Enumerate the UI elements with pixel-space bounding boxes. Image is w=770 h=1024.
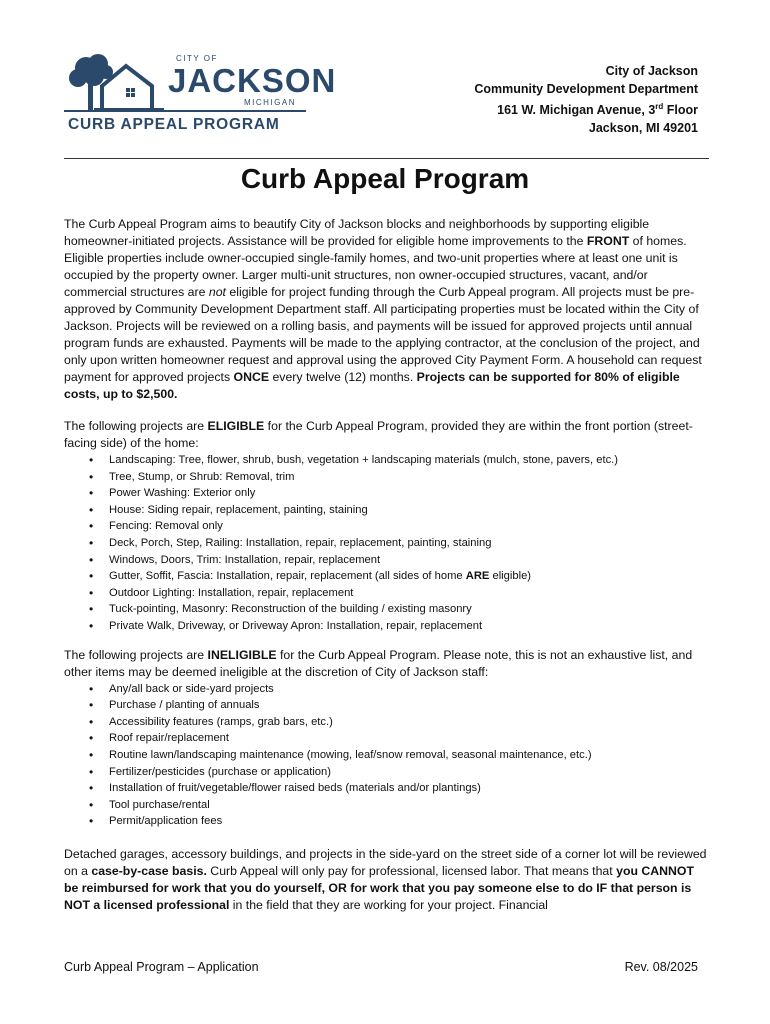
list-item: • Outdoor Lighting: Installation, repair, replacement — [109, 585, 709, 602]
logo-program-name: CURB APPEAL PROGRAM — [68, 116, 280, 133]
address-line-2: Community Development Department — [474, 82, 698, 96]
list-item: • Deck, Porch, Step, Railing: Installation, repair, replacement, painting, staining — [109, 535, 709, 552]
list-item: • Gutter, Soffit, Fascia: Installation, repair, replacement (all sides of home ARE eligible) — [109, 568, 709, 585]
list-item: • Tuck-pointing, Masonry: Reconstruction of the building / existing masonry — [109, 601, 709, 618]
logo-city-of: CITY OF — [176, 54, 218, 63]
list-item: • Fertilizer/pesticides (purchase or application) — [109, 764, 709, 781]
list-item: • Power Washing: Exterior only — [109, 485, 709, 502]
intro-paragraph: The Curb Appeal Program aims to beautify City of Jackson blocks and neighborhoods by supporting eligible homeowner-initiated projects. Assistance will be provided for eligible home improvements to the FRONT of homes. Eligible properties include owner-occupied single-family homes, and two-unit properties where at least one unit is occupied by the property owner. Larger multi-unit structures, non owner-occupied structures, vacant, and/or commercial structures are not eligible for project funding through the Curb Appeal program. All projects must be pre-approved by Community Development Department staff. All participating properties must be located within the City of Jackson. Projects will be reviewed on a rolling basis, and payments will be issued for approved projects until annual program funds are exhausted. Payments will be made to the applying contractor, at the conclusion of the project, and only upon written homeowner request and approval using the approved City Payment Form. A household can request payment for approved projects ONCE every twelve (12) months. Projects can be supported for 80% of eligible costs, up to $2,500. — [64, 217, 702, 401]
city-logo — [64, 52, 337, 142]
list-item: • Landscaping: Tree, flower, shrub, bush, vegetation + landscaping materials (mulch, stone, pavers, etc.) — [109, 452, 709, 469]
list-item: • Fencing: Removal only — [109, 518, 709, 535]
closing-paragraph: Detached garages, accessory buildings, and projects in the side-yard on the street side of a corner lot will be reviewed on a case-by-case basis. Curb Appeal will only pay for professional, licensed labor. That means that you CANNOT be reimbursed for work that you do yourself, OR for work that you pay someone else to do IF that person is NOT a licensed professional in the field that they are working for your project. Financial — [64, 846, 707, 912]
logo-jackson: JACKSON — [168, 62, 337, 99]
list-item: • Private Walk, Driveway, or Driveway Apron: Installation, repair, replacement — [109, 618, 709, 635]
logo-michigan: MICHIGAN — [244, 98, 296, 107]
logo-rule — [64, 110, 306, 112]
list-item: • Roof repair/replacement — [109, 730, 709, 747]
list-item: • Windows, Doors, Trim: Installation, repair, replacement — [109, 552, 709, 569]
page-title: Curb Appeal Program — [240, 163, 530, 194]
footer-revision: Rev. 08/2025 — [624, 960, 698, 974]
eligible-lead: The following projects are ELIGIBLE for the Curb Appeal Program, provided they are within the front portion (street-facing side) of the home: — [64, 419, 693, 450]
address-line-3: 161 W. Michigan Avenue, 3rd Floor — [497, 102, 698, 118]
header-divider — [64, 158, 709, 159]
list-item: • Tree, Stump, or Shrub: Removal, trim — [109, 469, 709, 486]
list-item: • Permit/application fees — [109, 813, 709, 830]
address-line-4: Jackson, MI 49201 — [588, 121, 698, 136]
list-item: • Any/all back or side-yard projects — [109, 681, 709, 698]
document-body — [64, 216, 709, 914]
eligible-list — [64, 452, 709, 635]
ineligible-lead: The following projects are INELIGIBLE for the Curb Appeal Program. Please note, this is not an exhaustive list, and other items may be deemed ineligible at the discretion of City of Jackson staff: — [64, 647, 693, 679]
address-line-1: City of Jackson — [605, 64, 698, 78]
ineligible-list — [64, 681, 709, 830]
list-item: • Accessibility features (ramps, grab bars, etc.) — [109, 714, 709, 731]
list-item: • Routine lawn/landscaping maintenance (mowing, leaf/snow removal, seasonal maintenance, etc.) — [109, 747, 709, 764]
list-item: • Tool purchase/rental — [109, 797, 709, 814]
list-item: • Purchase / planting of annuals — [109, 697, 709, 714]
department-address — [474, 62, 698, 137]
list-item: • House: Siding repair, replacement, painting, staining — [109, 502, 709, 519]
list-item: • Installation of fruit/vegetable/flower raised beds (materials and/or plantings) — [109, 780, 709, 797]
tree-house-icon — [64, 52, 174, 110]
footer-document-name: Curb Appeal Program – Application — [64, 960, 259, 974]
